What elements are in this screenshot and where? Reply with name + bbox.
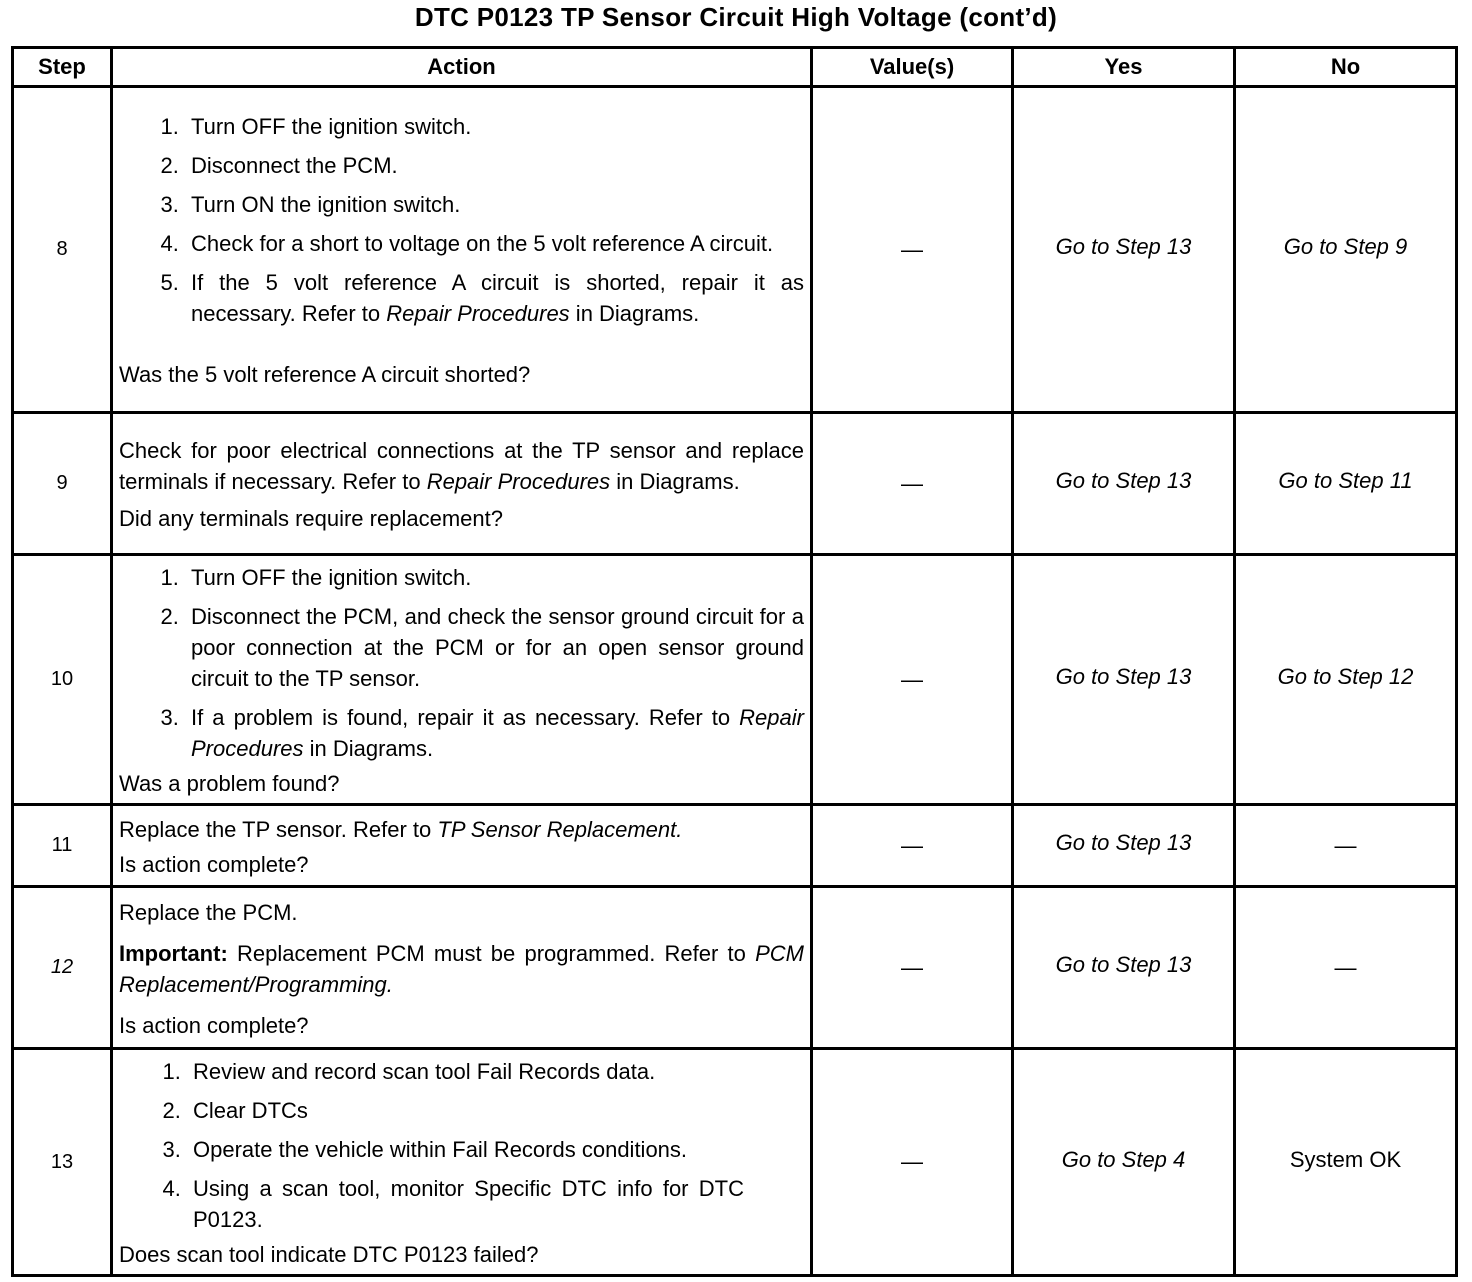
question-text: Does scan tool indicate DTC P0123 failed? — [119, 1242, 539, 1267]
action-text-tail: in Diagrams. — [610, 469, 740, 494]
no-link[interactable]: Go to Step 12 — [1235, 555, 1457, 805]
column-header-step: Step — [13, 48, 112, 87]
action-text-part: Replace the TP sensor. Refer to — [119, 816, 438, 842]
list-item: 2. Disconnect the PCM. — [185, 150, 804, 181]
no-link[interactable]: Go to Step 11 — [1235, 413, 1457, 555]
table-row — [13, 555, 1457, 805]
values-cell: — — [812, 555, 1013, 805]
list-item-tail: in Diagrams. — [303, 736, 434, 761]
step-number: 13 — [13, 1049, 112, 1276]
yes-link[interactable]: Go to Step 13 — [1013, 887, 1235, 1049]
list-item-text: If the 5 volt reference A circuit is shorted, repair it as necessary. Refer to — [191, 270, 804, 326]
values-cell: — — [812, 413, 1013, 555]
table-row — [13, 87, 1457, 413]
no-value: — — [1235, 805, 1457, 887]
no-value: — — [1235, 887, 1457, 1049]
step-number: 9 — [13, 413, 112, 555]
list-item: 1. Review and record scan tool Fail Records data. — [187, 1056, 804, 1087]
values-cell: — — [812, 805, 1013, 887]
list-item: 1. Turn OFF the ignition switch. — [185, 562, 804, 593]
list-item: 1. Turn OFF the ignition switch. — [185, 111, 804, 142]
table-row — [13, 413, 1457, 555]
table-header-row — [13, 48, 1457, 87]
reference-link[interactable]: Repair Procedures — [191, 705, 804, 761]
yes-link[interactable]: Go to Step 4 — [1013, 1049, 1235, 1276]
no-link[interactable]: Go to Step 9 — [1235, 87, 1457, 413]
list-item: 3. Operate the vehicle within Fail Records conditions. — [187, 1134, 804, 1165]
values-cell: — — [812, 87, 1013, 413]
list-item — [185, 267, 804, 329]
list-item-text: If a problem is found, repair it as necessary. Refer to — [191, 705, 731, 730]
yes-link[interactable]: Go to Step 13 — [1013, 555, 1235, 805]
no-result: System OK — [1235, 1049, 1457, 1276]
values-cell: — — [812, 887, 1013, 1049]
action-text-part: Check for poor electrical connections at the TP sensor and replace terminals if necessary. Refer to — [119, 438, 804, 494]
table-row — [13, 805, 1457, 887]
action-cell — [112, 1049, 812, 1276]
important-text: Replacement PCM must be programmed. Refer to — [227, 940, 756, 966]
list-item: 2. Disconnect the PCM, and check the sensor ground circuit for a poor connection at the PCM or for an open sensor ground circuit to the TP sensor. — [185, 601, 804, 694]
action-steps-list — [119, 1056, 804, 1235]
action-cell — [112, 87, 812, 413]
column-header-action: Action — [112, 48, 812, 87]
question-text: Is action complete? — [119, 851, 309, 877]
step-number: 11 — [13, 805, 112, 887]
table-row — [13, 1049, 1457, 1276]
list-item — [185, 702, 804, 764]
action-steps-list — [119, 111, 804, 329]
action-cell — [112, 887, 812, 1049]
yes-link[interactable]: Go to Step 13 — [1013, 87, 1235, 413]
column-header-yes: Yes — [1013, 48, 1235, 87]
list-item: 4. Check for a short to voltage on the 5 volt reference A circuit. — [185, 228, 804, 259]
values-cell: — — [812, 1049, 1013, 1276]
action-cell — [112, 555, 812, 805]
reference-link[interactable]: TP Sensor Replacement. — [437, 816, 683, 842]
action-text — [119, 814, 804, 845]
table-row — [13, 887, 1457, 1049]
question-text: Was a problem found? — [119, 771, 340, 796]
yes-link[interactable]: Go to Step 13 — [1013, 413, 1235, 555]
action-cell — [112, 805, 812, 887]
step-number: 10 — [13, 555, 112, 805]
column-header-no: No — [1235, 48, 1457, 87]
important-label: Important: — [119, 940, 228, 966]
step-number: 12 — [13, 887, 112, 1049]
step-number: 8 — [13, 87, 112, 413]
reference-link[interactable]: Repair Procedures — [426, 469, 611, 494]
diagnostic-table — [11, 46, 1458, 1277]
list-item: 3. Turn ON the ignition switch. — [185, 189, 804, 220]
action-text — [119, 435, 804, 497]
important-note — [119, 938, 804, 1000]
page-title: DTC P0123 TP Sensor Circuit High Voltage (cont’d) — [414, 2, 1058, 32]
action-steps-list — [119, 562, 804, 764]
question-text: Was the 5 volt reference A circuit shorted? — [119, 362, 531, 387]
reference-link[interactable]: PCM Replacement/Programming. — [119, 940, 804, 997]
action-text: Replace the PCM. — [119, 899, 298, 925]
list-item: 2. Clear DTCs — [187, 1095, 804, 1126]
reference-link[interactable]: Repair Procedures — [386, 301, 570, 326]
list-item-tail: in Diagrams. — [569, 301, 700, 326]
list-item: 4. Using a scan tool, monitor Specific DTC info for DTC P0123. — [187, 1173, 804, 1235]
column-header-values: Value(s) — [812, 48, 1013, 87]
action-cell — [112, 413, 812, 555]
question-text: Did any terminals require replacement? — [119, 506, 503, 531]
yes-link[interactable]: Go to Step 13 — [1013, 805, 1235, 887]
question-text: Is action complete? — [119, 1012, 309, 1038]
